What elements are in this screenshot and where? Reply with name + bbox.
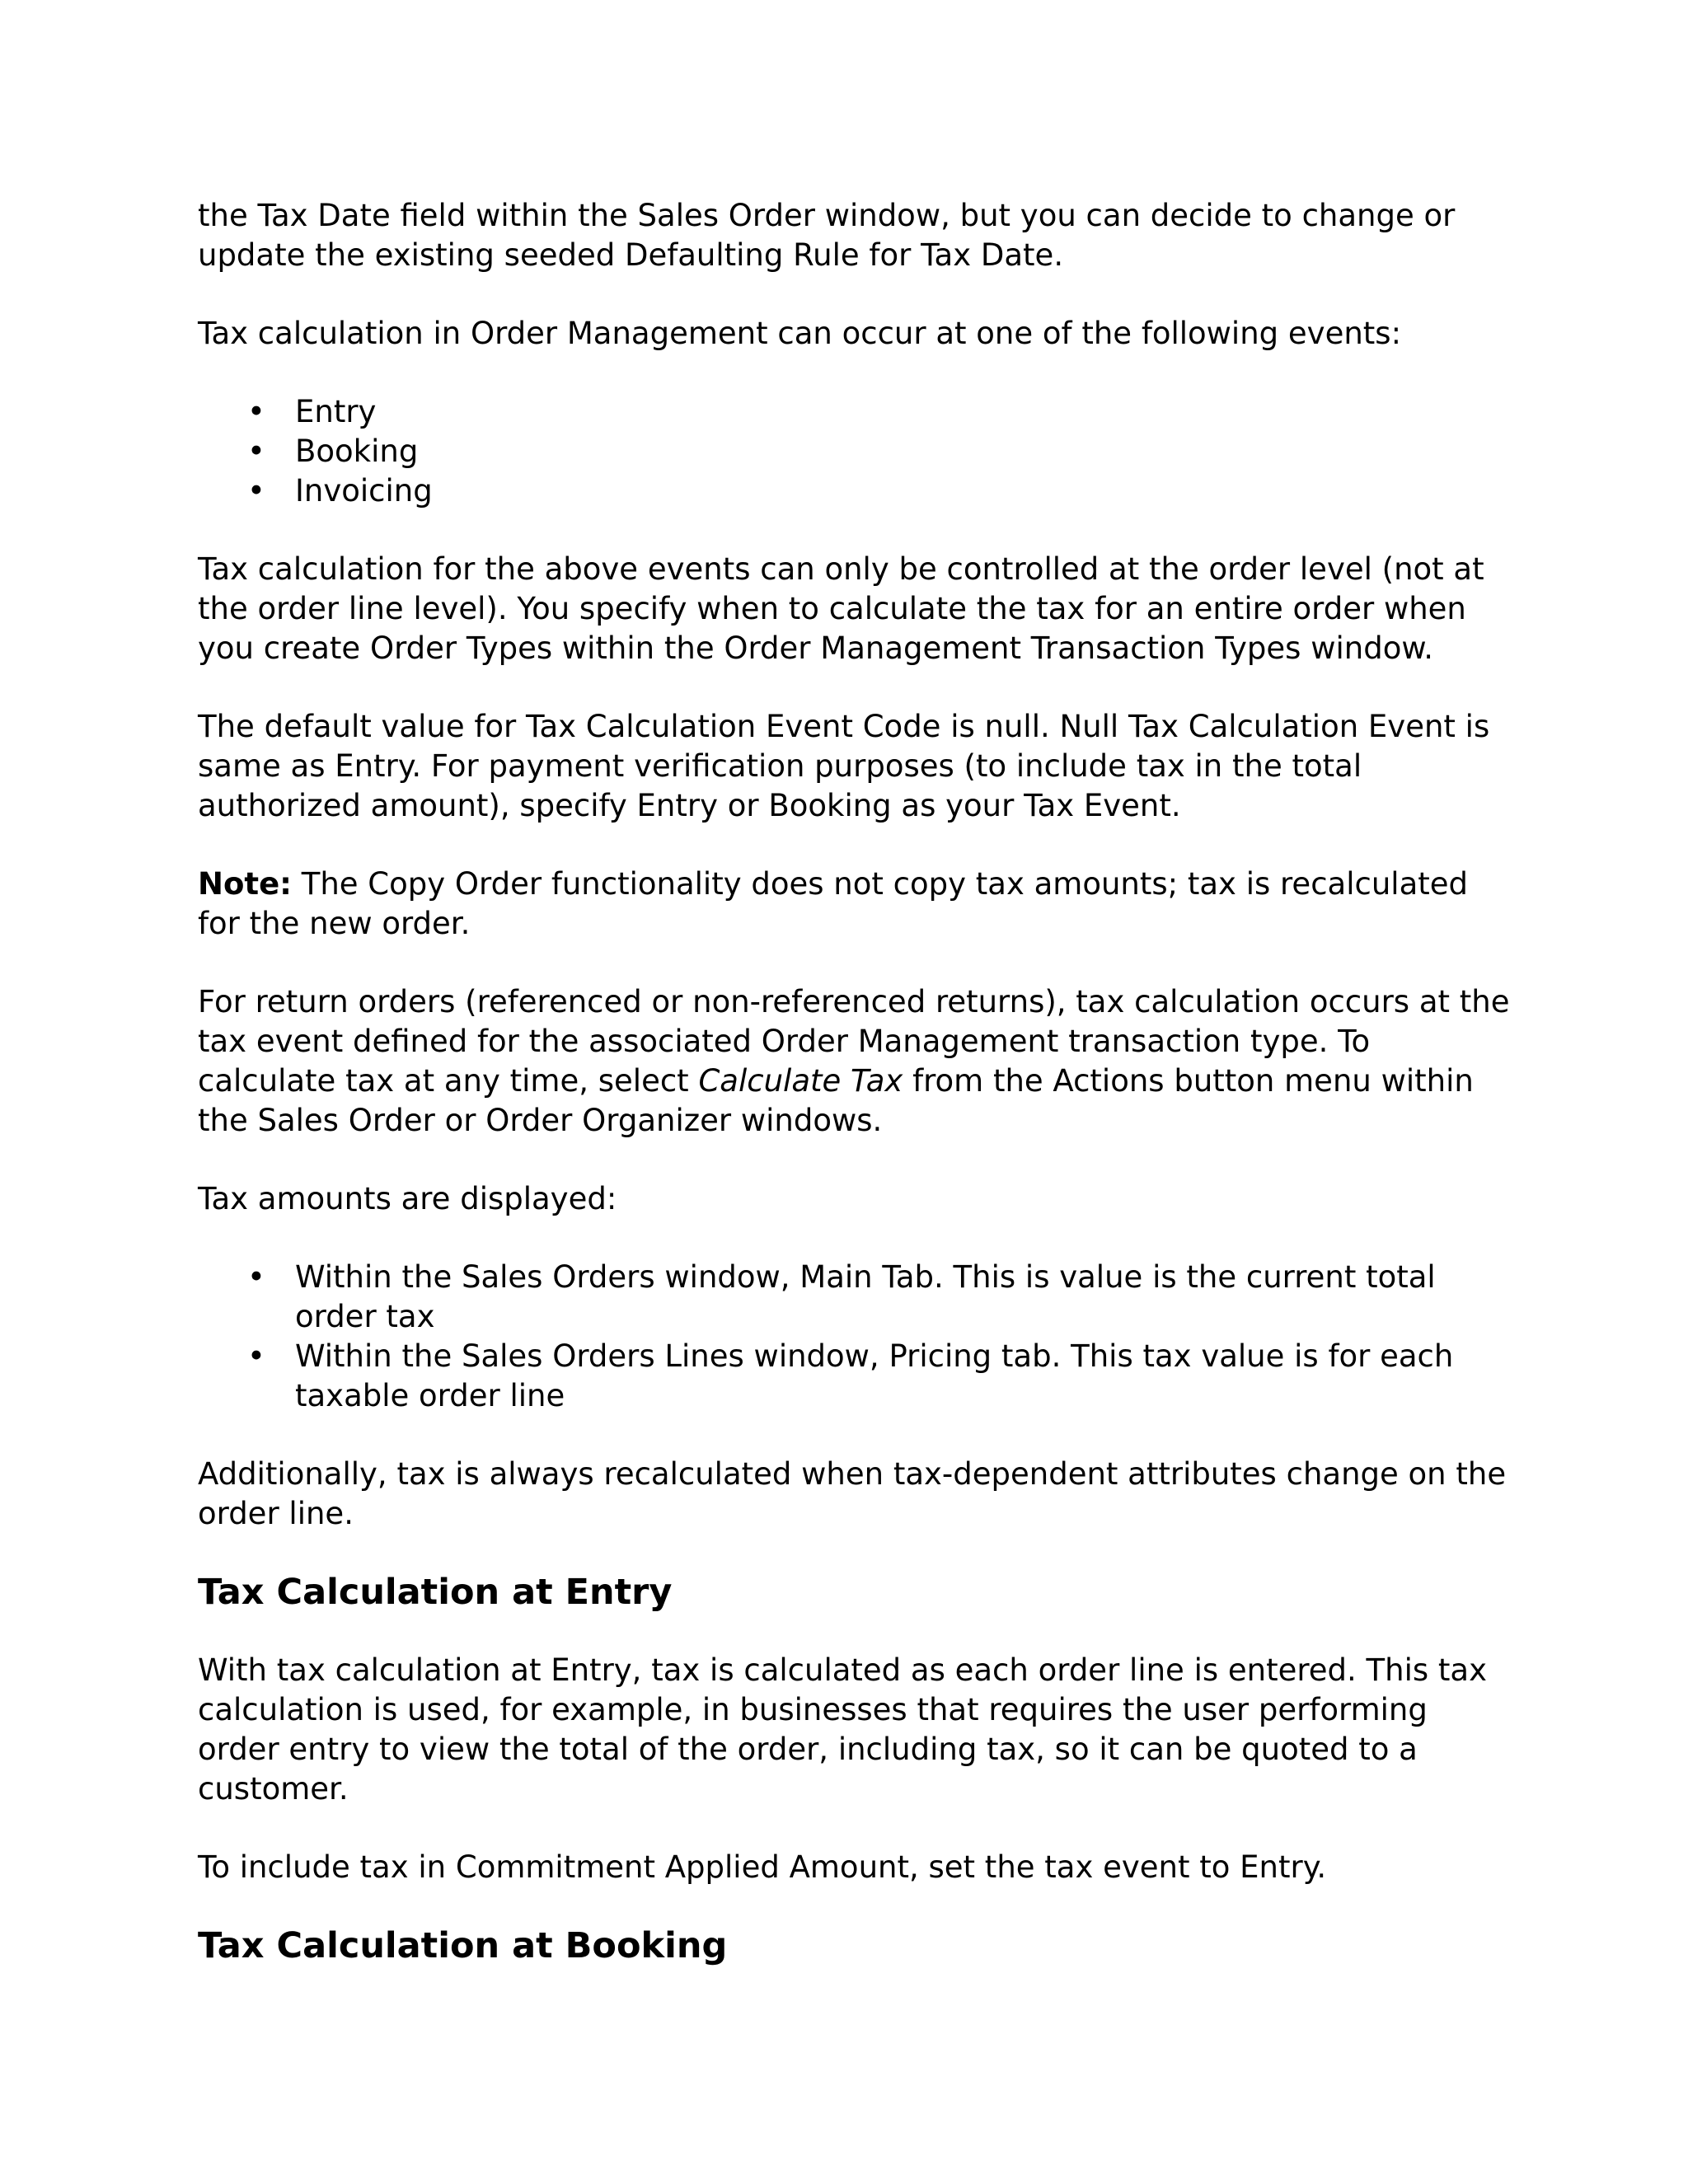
paragraph-tax-date: the Tax Date field within the Sales Order window, but you can decide to change or update the existing seeded Defaulting Rule for Tax Date. bbox=[198, 198, 1456, 273]
note-label: Note: bbox=[198, 866, 292, 902]
heading-tax-at-entry: Tax Calculation at Entry bbox=[198, 1572, 673, 1613]
list-item: • Booking bbox=[198, 432, 1517, 471]
note-text: The Copy Order functionality does not copy tax amounts; tax is recalculated for the new order. bbox=[198, 866, 1468, 941]
list-item: • Within the Sales Orders Lines window, Pricing tab. This tax value is for each taxable order line bbox=[198, 1337, 1517, 1416]
return-orders-text-b: from the Actions button menu within the Sales Order or Order Organizer windows. bbox=[198, 1063, 1474, 1138]
events-list bbox=[198, 392, 1517, 511]
paragraph-commitment: To include tax in Commitment Applied Amount, set the tax event to Entry. bbox=[198, 1849, 1327, 1885]
paragraph-events-intro: Tax calculation in Order Management can occur at one of the following events: bbox=[198, 316, 1402, 351]
paragraph-note bbox=[198, 865, 1517, 944]
paragraph-entry-description: With tax calculation at Entry, tax is calculated as each order line is entered. This tax calculation is used, for example, in businesses that requires the user performing order entry to view the total of the order, including tax, so it can be quoted to a customer. bbox=[198, 1652, 1487, 1807]
list-item: • Within the Sales Orders window, Main Tab. This is value is the current total order tax bbox=[198, 1258, 1517, 1337]
calculate-tax-emphasis: Calculate Tax bbox=[698, 1063, 903, 1099]
list-item: • Invoicing bbox=[198, 471, 1517, 511]
return-orders-text-a: For return orders (referenced or non-referenced returns), tax calculation occurs at the tax event defined for the associated Order Management transaction type. To calculate tax at any time, select bbox=[198, 984, 1510, 1099]
paragraph-default-value: The default value for Tax Calculation Event Code is null. Null Tax Calculation Event is same as Entry. For payment verification purposes (to include tax in the total authorized amount), specify Entry or Booking as your Tax Event. bbox=[198, 709, 1490, 823]
list-item: • Entry bbox=[198, 392, 1517, 432]
document-page bbox=[198, 196, 1517, 2004]
heading-tax-at-booking: Tax Calculation at Booking bbox=[198, 1925, 728, 1966]
paragraph-amounts-displayed: Tax amounts are displayed: bbox=[198, 1181, 617, 1216]
displayed-list bbox=[198, 1258, 1517, 1416]
paragraph-order-level: Tax calculation for the above events can only be controlled at the order level (not at the order line level). You specify when to calculate the tax for an entire order when you create Order Types within the Order Management Transaction Types window. bbox=[198, 551, 1484, 666]
paragraph-recalculated: Additionally, tax is always recalculated when tax-dependent attributes change on the order line. bbox=[198, 1456, 1507, 1531]
paragraph-return-orders bbox=[198, 982, 1517, 1141]
